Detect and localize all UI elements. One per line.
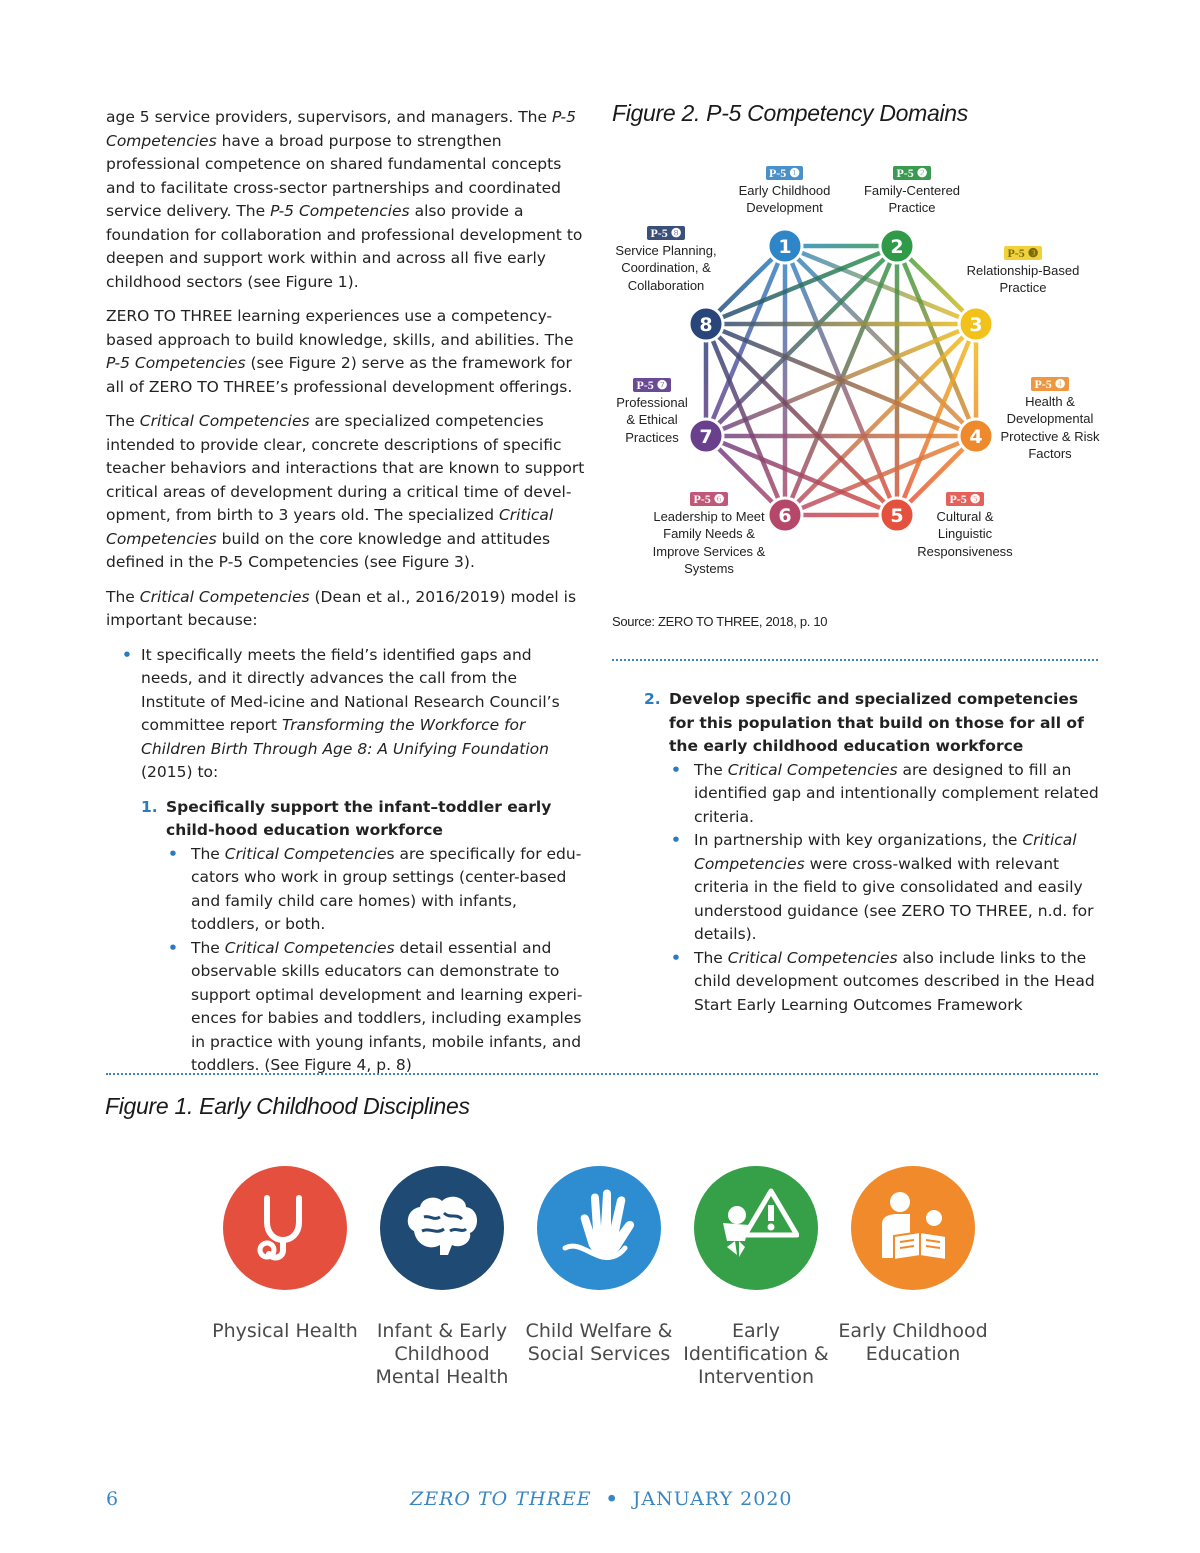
disciplines-row [206, 1166, 1006, 1396]
list-item: • The Critical Competencies are designed to fill an identified gap and intentionally complement related criteria. [669, 759, 1100, 830]
figure-2-source: Source: ZERO TO THREE, 2018, p. 10 [612, 614, 828, 629]
domain-node-5 [880, 498, 914, 532]
list-number: 1. [141, 797, 158, 816]
right-list [644, 688, 1100, 1017]
list-item [644, 688, 1100, 1017]
paragraph: age 5 service providers, supervisors, and managers. The P-5 Competencies have a broad purpose to strengthen professional competence on shared fundamental concepts and to facilitate cross-sector partnerships and coordinated service delivery. The P-5 Competencies also provide a foundation for collaboration and professional development to deepen and support work within and across all five early childhood sectors (see Figure 1). [106, 108, 583, 291]
sub-bullet-list [669, 759, 1100, 1018]
domain-number: 2 [890, 236, 904, 258]
page-number: 6 [106, 1488, 119, 1510]
connector-line [706, 324, 897, 515]
competency-diagram [612, 150, 1100, 600]
domain-label-4: P-5 ❹ Health & Developmental Protective & Risk Factors [1000, 377, 1100, 461]
domain-label-6: P-5 ❻ Leadership to Meet Family Needs & Improve Services & Systems [652, 492, 766, 576]
stethoscope-icon [223, 1166, 347, 1290]
figure-1-title: Figure 1. Early Childhood Disciplines [105, 1093, 470, 1119]
connector-line [785, 324, 976, 515]
footer-separator: • [605, 1488, 619, 1510]
magazine-name: ZERO TO THREE [410, 1488, 592, 1510]
domain-number: 1 [778, 236, 792, 258]
footer-title [410, 1488, 793, 1510]
discipline-label: Child Welfare & Social Services [525, 1320, 673, 1365]
domain-node-3 [959, 307, 993, 341]
domain-node-8 [689, 307, 723, 341]
hands-icon [537, 1166, 661, 1290]
list-item: • The Critical Competencies are specifically for edu-cators who work in group settings (center-based and family child care homes) with infants, toddlers, or both. [166, 843, 586, 937]
domain-badge-2: P-5 ❷ [893, 166, 930, 180]
domain-number: 4 [969, 426, 983, 448]
numbered-list [644, 688, 1100, 1017]
domain-label-1: P-5 ❶ Early Childhood Development [738, 166, 831, 215]
domain-badge-1: P-5 ❶ [766, 166, 803, 180]
list-item: • The Critical Competencies detail essential and observable skills educators can demonstrate to support optimal development and learning experi-ences for babies and toddlers, including examples in practice with young infants, mobile infants, and toddlers. (See Figure 4, p. 8) [166, 937, 586, 1078]
paragraph: The Critical Competencies are specialized competencies intended to provide clear, concrete descriptions of specific teacher behaviors and interactions that are known to support critical areas of development during a critical time of devel-opment, from birth to 3 years old. The specialized Critical Competencies build on the core knowledge and attitudes defined in the P-5 Competencies (see Figure 3). [106, 412, 585, 571]
domain-label-8: P-5 ❽ Service Planning, Coordination, & Collaboration [615, 226, 717, 293]
paragraph: The Critical Competencies (Dean et al., 2016/2019) model is important because: [106, 587, 577, 629]
page-footer [0, 1488, 1200, 1518]
domain-number: 7 [699, 426, 713, 448]
domain-badge-8: P-5 ❽ [647, 226, 684, 240]
sub-bullet-list [166, 843, 586, 1078]
discipline-label: Early Childhood Education [838, 1320, 988, 1365]
numbered-list [141, 796, 586, 1078]
discipline-item [210, 1166, 360, 1343]
reading-icon [851, 1166, 975, 1290]
list-heading: Specifically support the infant–toddler early child-hood education workforce [166, 797, 552, 839]
brain-icon [380, 1166, 504, 1290]
domain-badge-3: P-5 ❸ [1004, 246, 1041, 260]
domain-node-7 [689, 419, 723, 453]
figure-2-title: Figure 2. P-5 Competency Domains [612, 100, 968, 126]
discipline-item [681, 1166, 831, 1389]
discipline-label: Infant & Early Childhood Mental Health [375, 1320, 509, 1388]
domain-node-4 [959, 419, 993, 453]
divider [106, 1073, 1098, 1075]
domain-label-2: P-5 ❷ Family-Centered Practice [863, 166, 961, 215]
discipline-label: Early Identification & Intervention [683, 1320, 829, 1388]
list-number: 2. [644, 690, 661, 708]
figure-2 [612, 100, 1100, 127]
domain-badge-6: P-5 ❻ [690, 492, 727, 506]
issue-date: JANUARY 2020 [632, 1488, 793, 1510]
domain-number: 8 [699, 314, 713, 336]
domain-label-5: P-5 ❺ Cultural & Linguistic Responsiveness [917, 492, 1013, 559]
discipline-item [524, 1166, 674, 1366]
domain-node-2 [880, 229, 914, 263]
bullet-list [122, 644, 586, 1078]
connector-line [706, 246, 897, 436]
paragraph: ZERO TO THREE learning experiences use a competency-based approach to build knowledge, skills, and abilities. The P-5 Competencies (see Figure 2) serve as the framework for all of ZERO TO THREE’s professional development offerings. [106, 307, 574, 396]
discipline-label: Physical Health [212, 1320, 358, 1342]
list-heading: Develop specific and specialized competencies for this population that build on those for all of the early childhood education workforce [669, 690, 1084, 755]
domain-number: 3 [969, 314, 983, 336]
domain-badge-7: P-5 ❼ [633, 378, 670, 392]
child-warning-icon [694, 1166, 818, 1290]
domain-node-6 [768, 498, 802, 532]
list-item: • In partnership with key organizations, the Critical Competencies were cross-walked with relevant criteria in the field to give consolidated and easily understood guidance (see ZERO TO THREE, n.d. for details). [669, 829, 1100, 947]
domain-number: 5 [890, 505, 904, 527]
discipline-item [838, 1166, 988, 1366]
domain-number: 6 [778, 505, 792, 527]
domain-badge-5: P-5 ❺ [946, 492, 983, 506]
list-item: • The Critical Competencies also include links to the child development outcomes described in the Head Start Early Learning Outcomes Framework [669, 947, 1100, 1018]
list-item: • It specifically meets the field’s identified gaps and needs, and it directly advances the call from the Institute of Med-icine and National Research Council’s committee report Transforming the Workforce for Children Birth Through Age 8: A Unifying Foundation (2015) to: 1. Specifically support the infant–toddler early child-hood education workforce • The Critical Competencies are specifically for edu-cators who work in group settings (center-based and family child care homes) with infants, toddlers, or both. • The Critical Competencies detail essential and observable skills educators can demonstrate to support optimal development and learning experi-ences for babies and toddlers, including examples in practice with young infants, mobile infants, and toddlers. (See Figure 4, p. 8) [122, 644, 586, 1078]
domain-label-3: P-5 ❸ Relationship-Based Practice [966, 246, 1080, 295]
domain-badge-4: P-5 ❹ [1031, 377, 1068, 391]
domain-label-7: P-5 ❼ Professional & Ethical Practices [616, 378, 688, 445]
left-column [106, 106, 586, 1078]
connector-line [785, 246, 976, 436]
list-item [141, 796, 586, 1078]
discipline-item [367, 1166, 517, 1389]
domain-node-1 [768, 229, 802, 263]
divider [612, 659, 1098, 661]
